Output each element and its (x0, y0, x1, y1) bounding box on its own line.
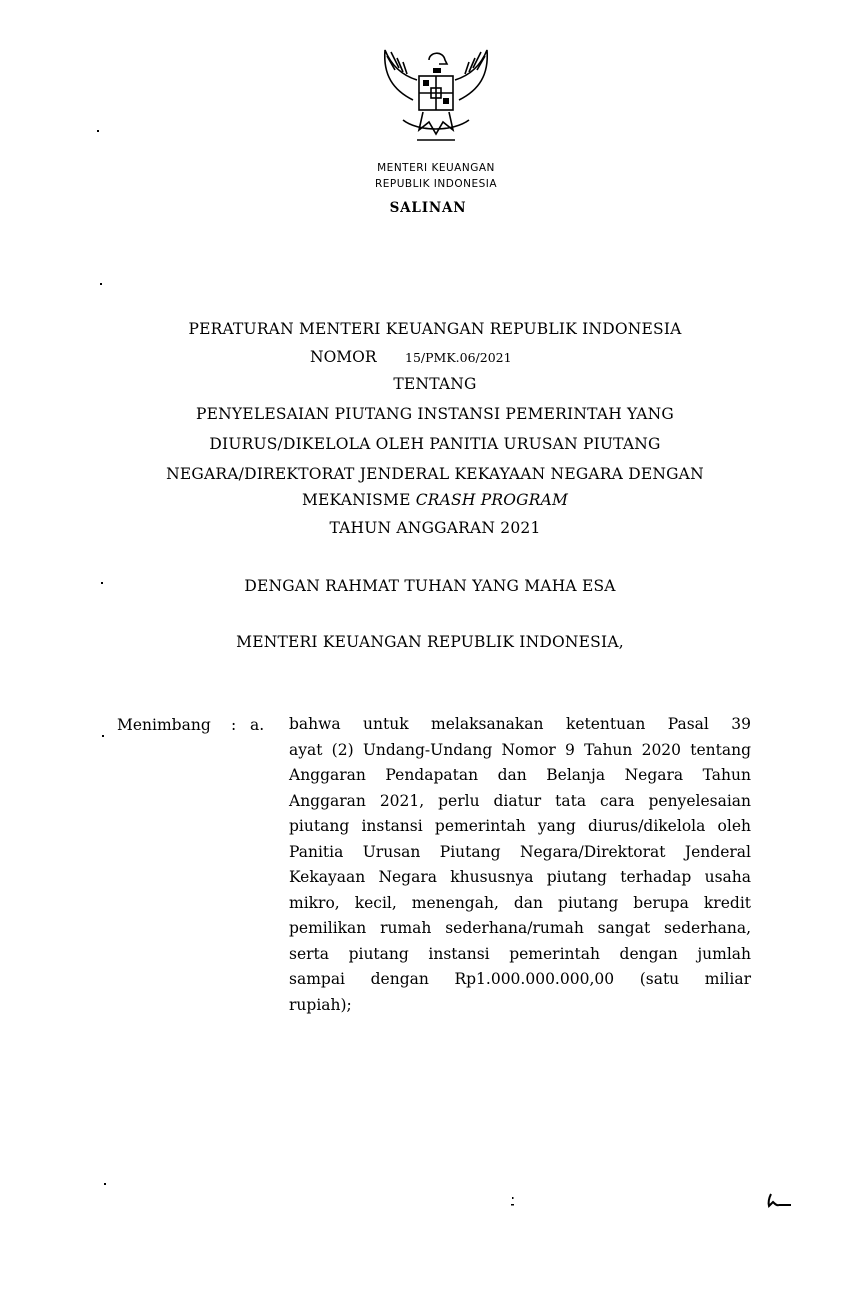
scan-speck (97, 130, 99, 132)
copy-stamp: SALINAN (389, 200, 467, 216)
handwritten-initial-icon (765, 1190, 795, 1212)
considering-label: Menimbang (117, 716, 211, 734)
scan-mark (509, 1193, 517, 1205)
scan-speck (100, 283, 102, 285)
considering-colon: : (231, 716, 237, 734)
scan-speck (104, 1183, 106, 1185)
clause-line: sampai dengan Rp1.000.000.000,00 (satu miliar (289, 970, 751, 988)
clause-line: ayat (2) Undang-Undang Nomor 9 Tahun 2020 tentang (289, 740, 751, 759)
clause-letter-a: a. (250, 716, 265, 734)
clause-line: Anggaran Pendapatan dan Belanja Negara Tahun (289, 766, 751, 784)
clause-a-text (289, 712, 751, 1018)
subject-line-4 (150, 491, 720, 509)
subject-line-2: DIURUS/DIKELOLA OLEH PANITIA URUSAN PIUTANG (209, 435, 661, 453)
mechanism-prefix: MEKANISME (301, 491, 416, 509)
clause-line: piutang instansi pemerintah yang diurus/dikelola oleh (289, 817, 751, 835)
clause-line: rupiah); (289, 995, 352, 1014)
subject-line-1: PENYELESAIAN PIUTANG INSTANSI PEMERINTAH YANG (195, 405, 675, 423)
mechanism-name: CRASH PROGRAM (415, 491, 569, 509)
regulation-number (310, 348, 512, 366)
regulation-title: PERATURAN MENTERI KEUANGAN REPUBLIK INDONESIA (188, 320, 682, 338)
clause-line: Panitia Urusan Piutang Negara/Direktorat Jenderal (289, 842, 751, 861)
clause-line: Anggaran 2021, perlu diatur tata cara penyelesaian (289, 791, 751, 810)
garuda-emblem-icon (373, 40, 499, 152)
number-label: NOMOR (310, 348, 377, 366)
fiscal-year-line: TAHUN ANGGARAN 2021 (329, 519, 541, 537)
clause-line: pemilikan rumah sederhana/rumah sangat sederhana, (289, 919, 751, 937)
invocation: DENGAN RAHMAT TUHAN YANG MAHA ESA (244, 577, 616, 595)
scan-speck (102, 735, 104, 737)
about-label: TENTANG (393, 375, 477, 393)
number-value: 15/PMK.06/2021 (405, 350, 512, 365)
issuer: MENTERI KEUANGAN REPUBLIK INDONESIA, (236, 633, 624, 651)
scan-speck (101, 582, 103, 584)
ministry-name-line-1: MENTERI KEUANGAN (377, 162, 495, 174)
clause-line: Kekayaan Negara khususnya piutang terhadap usaha (289, 868, 751, 886)
clause-line: bahwa untuk melaksanakan ketentuan Pasal 39 (289, 715, 751, 733)
subject-line-3: NEGARA/DIREKTORAT JENDERAL KEKAYAAN NEGARA DENGAN (166, 465, 704, 483)
clause-line: serta piutang instansi pemerintah dengan jumlah (289, 944, 751, 963)
clause-line: mikro, kecil, menengah, dan piutang berupa kredit (289, 893, 751, 912)
ministry-name-line-2: REPUBLIK INDONESIA (374, 178, 498, 190)
